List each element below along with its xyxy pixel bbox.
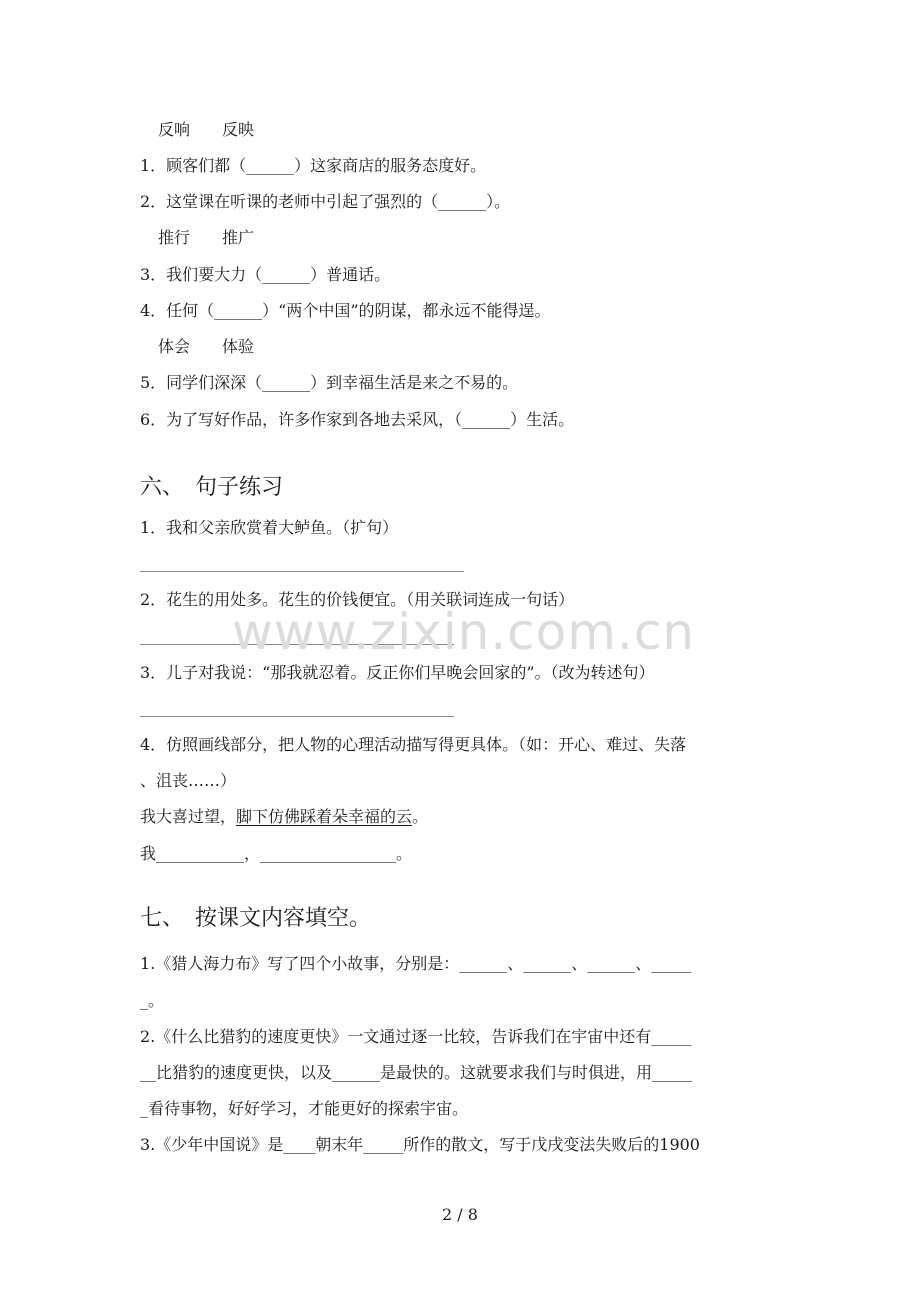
question-2: 2．这堂课在听课的老师中引起了强烈的（______）。 — [140, 192, 511, 211]
question-3: 3．我们要大力（______）普通话。 — [140, 265, 391, 284]
section-7-title: 七、 按课文内容填空。 — [140, 906, 372, 931]
watermark: www.zixin.com.cn — [232, 603, 696, 661]
sentence-3: 3．儿子对我说：“那我就忍着。反正你们早晚会回家的”。（改为转述句） — [140, 663, 655, 682]
example-end: 。 — [412, 807, 429, 826]
sentence-4-line-2: 、沮丧……） — [140, 771, 237, 790]
example-plain: 我大喜过望， — [140, 807, 237, 826]
question-4: 4．任何（______）“两个中国”的阴谋，都永远不能得逞。 — [140, 301, 551, 320]
example-sentence — [140, 806, 428, 828]
example-underlined: 脚下仿佛踩着朵幸福的云 — [236, 807, 413, 826]
section-6-title: 六、 句子练习 — [140, 475, 284, 500]
answer-line-1 — [140, 571, 464, 572]
fill-in-line: 我___________，_________________。 — [140, 844, 413, 863]
question-1: 1．顾客们都（______）这家商店的服务态度好。 — [140, 156, 487, 175]
fill-2-line-3: _看待事物，好好学习，才能更好的探索宇宙。 — [140, 1099, 469, 1118]
fill-2-line-2: __比猎豹的速度更快，以及______是最快的。这就要求我们与时俱进，用_____ — [140, 1063, 693, 1082]
sentence-1: 1．我和父亲欣赏着大鲈鱼。（扩句） — [140, 518, 399, 537]
fill-3-line-1: 3.《少年中国说》是____朝末年_____所作的散文，写于戊戌变法失败后的1900 — [140, 1135, 700, 1154]
fill-1-line-1: 1.《猎人海力布》写了四个小故事，分别是：______、______、______、_____ — [140, 954, 692, 973]
sentence-4-line-1: 4．仿照画线部分，把人物的心理活动描写得更具体。（如：开心、难过、失落 — [140, 735, 687, 754]
fill-2-line-1: 2.《什么比猎豹的速度更快》一文通过逐一比较，告诉我们在宇宙中还有_____ — [140, 1027, 692, 1046]
question-6: 6．为了写好作品，许多作家到各地去采风，（______）生活。 — [140, 410, 575, 429]
fill-1-line-2: _。 — [140, 991, 165, 1010]
question-5: 5．同学们深深（______）到幸福生活是来之不易的。 — [140, 373, 519, 392]
sentence-2: 2．花生的用处多。花生的价钱便宜。（用关联词连成一句话） — [140, 590, 575, 609]
word-pair-3: 体会 体验 — [158, 337, 255, 356]
answer-line-3 — [140, 716, 454, 717]
word-pair-2: 推行 推广 — [158, 228, 255, 247]
page-number: 2 / 8 — [442, 1205, 478, 1224]
word-pair-1: 反响 反映 — [158, 120, 255, 139]
